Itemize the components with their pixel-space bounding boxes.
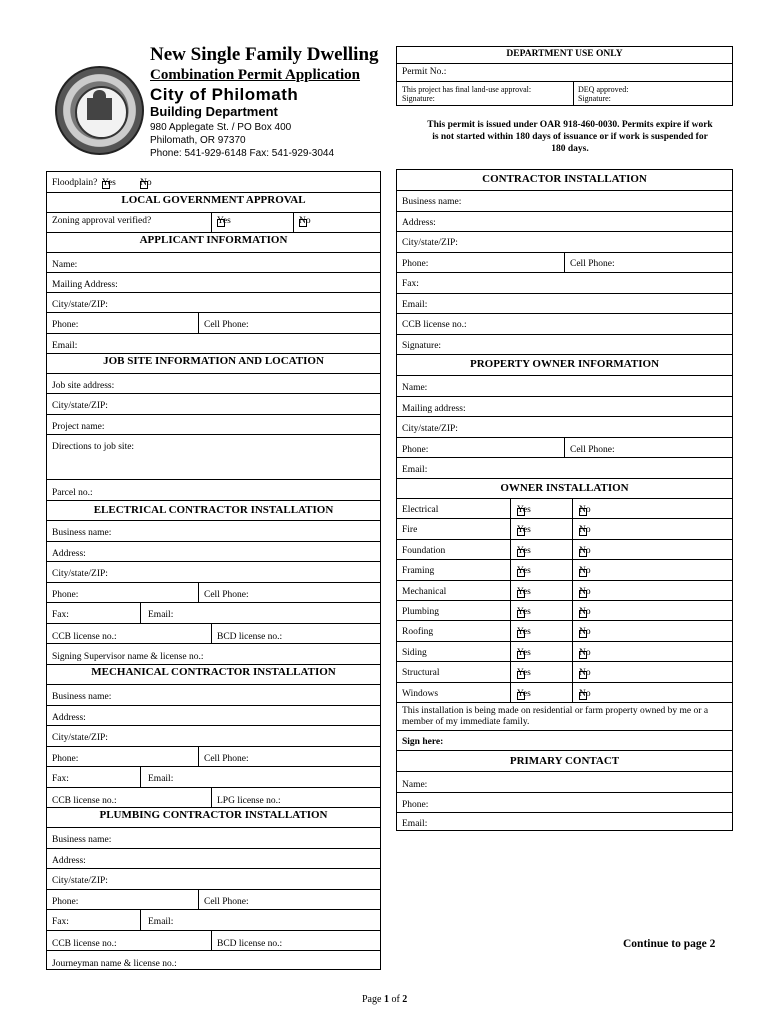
- contractor-business-field[interactable]: Business name:: [402, 197, 462, 207]
- land-use-signature: Signature:: [402, 94, 435, 103]
- plumbing-city-field[interactable]: City/state/ZIP:: [52, 876, 108, 886]
- floodplain-yes[interactable]: Yes: [102, 178, 116, 188]
- contractor-cell-field[interactable]: Cell Phone:: [570, 259, 615, 269]
- floodplain-no[interactable]: No: [140, 178, 152, 188]
- deq-label: DEQ approved:: [578, 85, 629, 94]
- install-yes-checkbox[interactable]: Yes: [517, 586, 531, 597]
- electrical-address-field[interactable]: Address:: [52, 549, 86, 559]
- plumbing-cell-field[interactable]: Cell Phone:: [204, 897, 249, 907]
- mechanical-lpg-field[interactable]: LPG license no.:: [217, 796, 281, 806]
- applicant-header: APPLICANT INFORMATION: [47, 232, 380, 252]
- primary-phone-field[interactable]: Phone:: [402, 800, 429, 810]
- install-item-label: Foundation: [402, 545, 446, 556]
- install-no-checkbox[interactable]: No: [579, 668, 591, 679]
- owner-phone-field[interactable]: Phone:: [402, 445, 429, 455]
- install-item-label: Siding: [402, 647, 427, 658]
- applicant-phone-field[interactable]: Phone:: [52, 320, 79, 330]
- mechanical-phone-field[interactable]: Phone:: [52, 754, 79, 764]
- zoning-label: Zoning approval verified?: [52, 216, 152, 226]
- contractor-ccb-field[interactable]: CCB license no.:: [402, 320, 467, 330]
- owner-install-row: [397, 498, 732, 518]
- install-item-label: Fire: [402, 525, 418, 536]
- address-line: 980 Applegate St. / PO Box 400: [150, 122, 292, 133]
- electrical-email-field[interactable]: Email:: [148, 610, 174, 620]
- install-yes-checkbox[interactable]: Yes: [517, 688, 531, 699]
- mechanical-email-field[interactable]: Email:: [148, 774, 174, 784]
- job-site-address-field[interactable]: Job site address:: [52, 381, 115, 391]
- mechanical-city-field[interactable]: City/state/ZIP:: [52, 733, 108, 743]
- permit-no-label: Permit No.:: [402, 67, 447, 77]
- plumbing-address-field[interactable]: Address:: [52, 856, 86, 866]
- owner-install-row: [397, 682, 732, 702]
- mechanical-header: MECHANICAL CONTRACTOR INSTALLATION: [47, 664, 380, 684]
- contractor-signature-field[interactable]: Signature:: [402, 341, 442, 351]
- dept-use-title: DEPARTMENT USE ONLY: [506, 49, 623, 59]
- install-yes-checkbox[interactable]: Yes: [517, 627, 531, 638]
- electrical-header: ELECTRICAL CONTRACTOR INSTALLATION: [47, 500, 380, 520]
- electrical-phone-field[interactable]: Phone:: [52, 590, 79, 600]
- install-item-label: Roofing: [402, 627, 434, 638]
- city-state-line: Philomath, OR 97370: [150, 135, 246, 146]
- install-item-label: Windows: [402, 688, 439, 699]
- primary-contact-header: PRIMARY CONTACT: [397, 750, 732, 771]
- install-item-label: Electrical: [402, 505, 439, 515]
- owner-name-field[interactable]: Name:: [402, 383, 428, 393]
- project-name-field[interactable]: Project name:: [52, 422, 105, 432]
- electrical-bcd-field[interactable]: BCD license no.:: [217, 632, 283, 642]
- owner-install-row: [397, 518, 732, 538]
- owner-install-row: [397, 641, 732, 661]
- install-no-checkbox[interactable]: No: [579, 647, 591, 658]
- city-name: City of Philomath: [150, 85, 299, 104]
- contractor-fax-field[interactable]: Fax:: [402, 279, 419, 289]
- page-number: Page 1 of 2: [362, 994, 408, 1005]
- deq-signature: Signature:: [578, 94, 611, 103]
- install-no-checkbox[interactable]: No: [579, 505, 591, 515]
- mechanical-cell-field[interactable]: Cell Phone:: [204, 754, 249, 764]
- directions-field[interactable]: Directions to job site:: [52, 442, 135, 452]
- applicant-city-field[interactable]: City/state/ZIP:: [52, 300, 108, 310]
- job-site-city-field[interactable]: City/state/ZIP:: [52, 401, 108, 411]
- owner-install-row: [397, 600, 732, 620]
- mechanical-ccb-field[interactable]: CCB license no.:: [52, 796, 117, 806]
- install-item-label: Framing: [402, 566, 435, 577]
- land-use-label: This project has final land-use approval:: [402, 85, 532, 94]
- plumbing-header: PLUMBING CONTRACTOR INSTALLATION: [47, 807, 380, 827]
- department-name: Building Department: [150, 104, 278, 119]
- owner-install-row: [397, 580, 732, 600]
- zoning-yes[interactable]: Yes: [217, 216, 231, 226]
- form-title: New Single Family Dwelling: [150, 44, 379, 65]
- install-no-checkbox[interactable]: No: [579, 545, 591, 556]
- permit-notice: This permit is issued under OAR 918-460-0030. Permits expire if work is not started within 180 days of issuance or if work is suspended for 180 days.: [427, 120, 713, 154]
- left-form-column: [46, 171, 381, 970]
- install-yes-checkbox[interactable]: Yes: [517, 668, 531, 679]
- journeyman-field[interactable]: Journeyman name & license no.:: [52, 959, 177, 969]
- install-no-checkbox[interactable]: No: [579, 688, 591, 699]
- plumbing-email-field[interactable]: Email:: [148, 917, 174, 927]
- electrical-ccb-field[interactable]: CCB license no.:: [52, 632, 117, 642]
- job-site-header: JOB SITE INFORMATION AND LOCATION: [47, 353, 380, 373]
- applicant-email-field[interactable]: Email:: [52, 341, 78, 351]
- install-no-checkbox[interactable]: No: [579, 566, 591, 577]
- install-yes-checkbox[interactable]: Yes: [517, 545, 531, 556]
- install-yes-checkbox[interactable]: Yes: [517, 607, 531, 617]
- mechanical-address-field[interactable]: Address:: [52, 713, 86, 723]
- department-use-box: [396, 46, 733, 106]
- plumbing-bcd-field[interactable]: BCD license no.:: [217, 939, 283, 949]
- install-no-checkbox[interactable]: No: [579, 586, 591, 597]
- zoning-no[interactable]: No: [299, 216, 311, 226]
- install-yes-checkbox[interactable]: Yes: [517, 525, 531, 536]
- contractor-email-field[interactable]: Email:: [402, 300, 428, 310]
- electrical-business-field[interactable]: Business name:: [52, 528, 112, 538]
- contractor-phone-field[interactable]: Phone:: [402, 259, 429, 269]
- electrical-fax-field[interactable]: Fax:: [52, 610, 69, 620]
- install-item-label: Plumbing: [402, 607, 439, 617]
- install-yes-checkbox[interactable]: Yes: [517, 505, 531, 515]
- applicant-mailing-field[interactable]: Mailing Address:: [52, 280, 118, 290]
- owner-email-field[interactable]: Email:: [402, 465, 428, 475]
- owner-install-row: [397, 620, 732, 640]
- phone-fax-line: Phone: 541-929-6148 Fax: 541-929-3044: [150, 148, 335, 159]
- electrical-city-field[interactable]: City/state/ZIP:: [52, 569, 108, 579]
- installation-statement: This installation is being made on residential or farm property owned by me or a member of my immediate family.: [402, 706, 709, 727]
- owner-install-row: [397, 661, 732, 681]
- plumbing-phone-field[interactable]: Phone:: [52, 897, 79, 907]
- applicant-cell-field[interactable]: Cell Phone:: [204, 320, 249, 330]
- owner-install-row: [397, 559, 732, 579]
- property-owner-header: PROPERTY OWNER INFORMATION: [397, 354, 732, 375]
- applicant-name-field[interactable]: Name:: [52, 260, 78, 270]
- install-yes-checkbox[interactable]: Yes: [517, 566, 531, 577]
- primary-email-field[interactable]: Email:: [402, 819, 428, 829]
- signing-supervisor-field[interactable]: Signing Supervisor name & license no.:: [52, 652, 204, 662]
- plumbing-ccb-field[interactable]: CCB license no.:: [52, 939, 117, 949]
- install-yes-checkbox[interactable]: Yes: [517, 647, 531, 658]
- install-no-checkbox[interactable]: No: [579, 627, 591, 638]
- owner-city-field[interactable]: City/state/ZIP:: [402, 424, 458, 434]
- install-item-label: Structural: [402, 668, 440, 679]
- install-no-checkbox[interactable]: No: [579, 525, 591, 536]
- owner-cell-field[interactable]: Cell Phone:: [570, 445, 615, 455]
- primary-name-field[interactable]: Name:: [402, 780, 428, 790]
- install-no-checkbox[interactable]: No: [579, 607, 591, 617]
- continue-to-page-2: Continue to page 2: [623, 938, 716, 950]
- sign-here-field[interactable]: Sign here:: [402, 737, 444, 747]
- mechanical-business-field[interactable]: Business name:: [52, 692, 112, 702]
- local-gov-header: LOCAL GOVERNMENT APPROVAL: [47, 192, 380, 212]
- right-form-column: [396, 169, 733, 831]
- electrical-cell-field[interactable]: Cell Phone:: [204, 590, 249, 600]
- contractor-address-field[interactable]: Address:: [402, 218, 436, 228]
- plumbing-fax-field[interactable]: Fax:: [52, 917, 69, 927]
- city-seal-logo: [55, 66, 144, 155]
- form-subtitle: Combination Permit Application: [150, 67, 361, 83]
- owner-mailing-field[interactable]: Mailing address:: [402, 404, 466, 414]
- install-item-label: Mechanical: [402, 586, 447, 597]
- contractor-header: CONTRACTOR INSTALLATION: [482, 173, 647, 185]
- plumbing-business-field[interactable]: Business name:: [52, 835, 112, 845]
- owner-install-row: [397, 539, 732, 559]
- parcel-no-field[interactable]: Parcel no.:: [52, 488, 93, 498]
- mechanical-fax-field[interactable]: Fax:: [52, 774, 69, 784]
- owner-installation-header: OWNER INSTALLATION: [397, 478, 732, 498]
- floodplain-label: Floodplain?: [52, 178, 98, 188]
- contractor-city-field[interactable]: City/state/ZIP:: [402, 238, 458, 248]
